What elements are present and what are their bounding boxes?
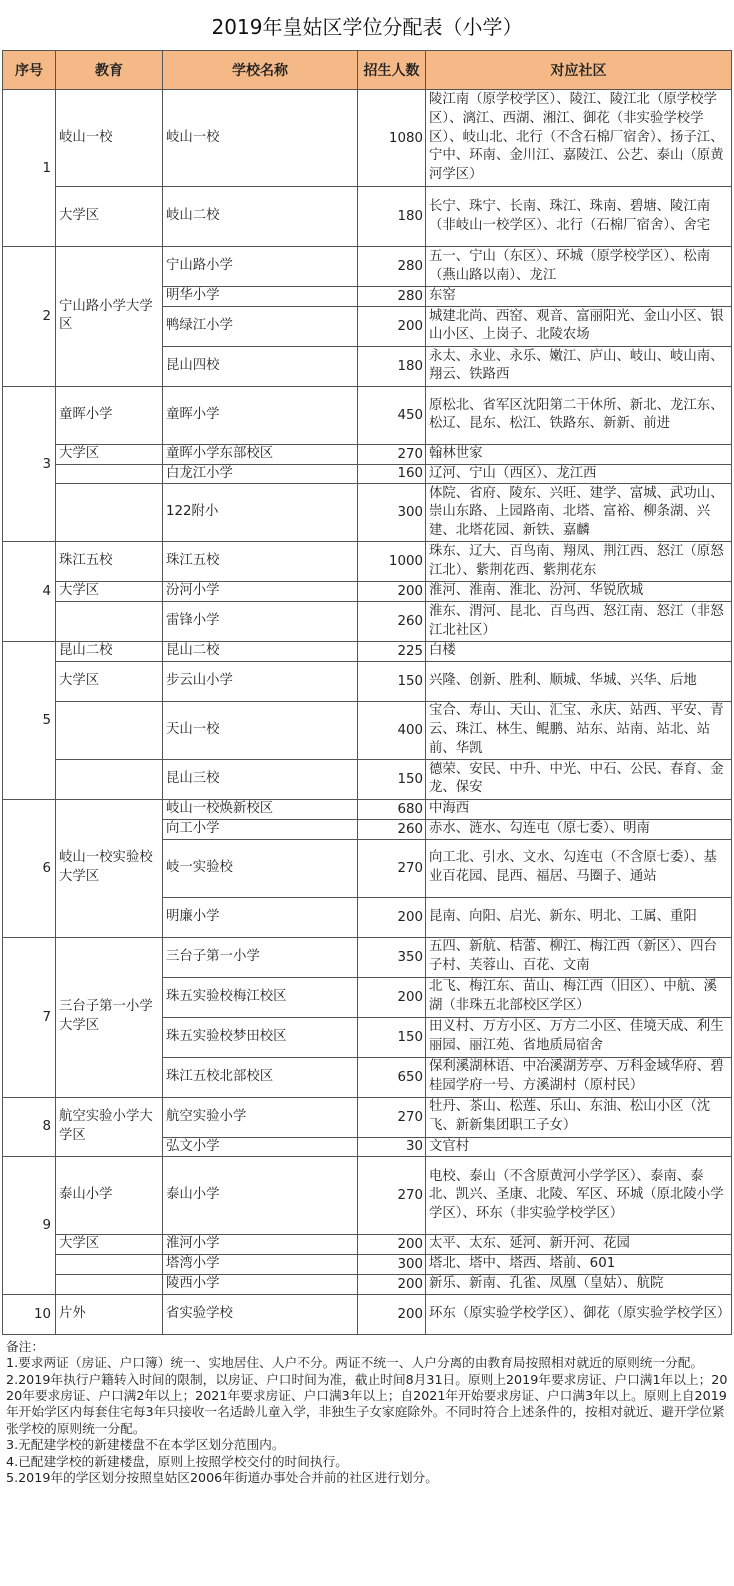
row-community: 陵江南（原学校学区）、陵江、陵江北（原学校学区）、漓江、西湖、湘江、御花（非实验学校学区）、岐山北、北行（不含石棉厂宿舍）、扬子江、宁中、环南、金川江、嘉陵江、公艺、泰山（原黄河学区） [426,90,732,187]
row-community: 辽河、宁山（西区）、龙江西 [426,464,732,484]
row-enrollment: 350 [358,937,426,977]
row-community: 城建北尚、西窑、观音、富丽阳光、金山小区、银山小区、上岗子、北陵农场 [426,306,732,346]
row-community: 白楼 [426,642,732,662]
row-school-name: 岐一实验校 [163,839,358,897]
row-seq: 6 [3,799,56,937]
row-enrollment: 280 [358,287,426,307]
row-education: 童晖小学 [56,386,163,444]
row-education [56,1274,163,1294]
row-community: 兴隆、创新、胜利、顺城、华城、兴华、后地 [426,661,732,701]
table-row [3,701,732,759]
table-row [3,464,732,484]
note-item: 5.2019年的学区划分按照皇姑区2006年街道办事处合并前的社区进行划分。 [6,1470,438,1486]
row-school-name: 航空实验小学 [163,1097,358,1137]
row-seq: 8 [3,1097,56,1157]
row-enrollment: 160 [358,464,426,484]
row-community: 淮河、淮南、淮北、汾河、华锐欣城 [426,582,732,602]
row-school-name: 珠五实验校梦田校区 [163,1017,358,1057]
row-school-name: 童晖小学东部校区 [163,444,358,464]
table-header-row [3,51,732,90]
row-community: 长宁、珠宁、长南、珠江、珠南、碧塘、陵江南（非岐山一校学区）、北行（石棉厂宿舍）、舍宅 [426,187,732,247]
row-school-name: 塔湾小学 [163,1255,358,1275]
row-enrollment: 270 [358,1157,426,1235]
table-row [3,1097,732,1137]
row-education: 大学区 [56,187,163,247]
row-community: 文官村 [426,1137,732,1157]
row-education [56,484,163,542]
row-seq: 9 [3,1157,56,1294]
row-community: 保利溪湖林语、中冶溪湖芳亭、万科金域华府、碧桂园学府一号、方溪湖村（原村民） [426,1057,732,1097]
row-seq: 1 [3,90,56,247]
row-school-name: 汾河小学 [163,582,358,602]
row-school-name: 三台子第一小学 [163,937,358,977]
row-school-name: 雷锋小学 [163,602,358,642]
row-school-name: 岐山二校 [163,187,358,247]
table-row [3,642,732,662]
row-enrollment: 300 [358,484,426,542]
row-community: 翰林世家 [426,444,732,464]
row-enrollment: 1080 [358,90,426,187]
row-enrollment: 200 [358,897,426,937]
header-seq: 序号 [3,51,56,90]
row-school-name: 昆山四校 [163,346,358,386]
row-enrollment: 150 [358,759,426,799]
row-seq: 7 [3,937,56,1097]
row-enrollment: 450 [358,386,426,444]
row-seq: 5 [3,642,56,800]
table-row [3,602,732,642]
row-school-name: 岐山一校 [163,90,358,187]
table-row [3,1274,732,1294]
table-row [3,90,732,187]
row-education: 岐山一校实验校大学区 [56,799,163,937]
table-row [3,386,732,444]
row-community: 昆南、向阳、启光、新东、明北、工属、重阳 [426,897,732,937]
row-community: 牡丹、茶山、松莲、乐山、东油、松山小区（沈飞、新新集团职工子女） [426,1097,732,1137]
row-enrollment: 400 [358,701,426,759]
row-seq: 10 [3,1294,56,1334]
row-school-name: 昆山二校 [163,642,358,662]
row-enrollment: 200 [358,1274,426,1294]
row-community: 赤水、涟水、勾连屯（原七委）、明南 [426,819,732,839]
row-community: 田义村、万方小区、万方二小区、佳境天成、利生丽园、丽江苑、省地质局宿舍 [426,1017,732,1057]
row-school-name: 陵西小学 [163,1274,358,1294]
row-enrollment: 200 [358,1235,426,1255]
row-community: 东窑 [426,287,732,307]
note-item: 3.无配建学校的新建楼盘不在本学区划分范围内。 [6,1437,285,1453]
row-school-name: 泰山小学 [163,1157,358,1235]
table-row [3,1255,732,1275]
row-community: 电校、泰山（不含原黄河小学学区）、泰南、泰北、凯兴、圣康、北陵、军区、环城（原北陵小学学区）、环东（非实验学校学区） [426,1157,732,1235]
row-education [56,602,163,642]
row-enrollment: 1000 [358,542,426,582]
row-seq: 3 [3,386,56,542]
row-enrollment: 180 [358,346,426,386]
row-school-name: 昆山三校 [163,759,358,799]
row-enrollment: 200 [358,1294,426,1334]
row-education: 航空实验小学大学区 [56,1097,163,1157]
header-community: 对应社区 [426,51,732,90]
row-enrollment: 200 [358,582,426,602]
row-enrollment: 150 [358,1017,426,1057]
row-education: 大学区 [56,582,163,602]
page [2,0,732,1486]
row-school-name: 珠江五校 [163,542,358,582]
row-school-name: 珠江五校北部校区 [163,1057,358,1097]
row-seq: 2 [3,247,56,387]
row-enrollment: 180 [358,187,426,247]
row-community: 塔北、塔中、塔西、塔前、601 [426,1255,732,1275]
row-enrollment: 200 [358,306,426,346]
row-school-name: 童晖小学 [163,386,358,444]
table-row [3,1235,732,1255]
row-school-name: 淮河小学 [163,1235,358,1255]
row-community: 体院、省府、陵东、兴旺、建学、富城、武功山、崇山东路、上园路南、北塔、富裕、柳条湖、兴建、北塔花园、新铁、嘉麟 [426,484,732,542]
row-school-name: 122附小 [163,484,358,542]
row-community: 永太、永业、永乐、嫩江、庐山、岐山、岐山南、翔云、铁路西 [426,346,732,386]
table-row [3,799,732,819]
row-enrollment: 150 [358,661,426,701]
row-community: 五四、新航、桔蕾、柳江、梅江西（新区）、四台子村、芙蓉山、百花、文南 [426,937,732,977]
row-school-name: 珠五实验校梅江校区 [163,977,358,1017]
row-community: 淮东、渭河、昆北、百鸟西、怒江南、怒江（非怒江北社区） [426,602,732,642]
row-enrollment: 200 [358,977,426,1017]
row-enrollment: 680 [358,799,426,819]
row-seq: 4 [3,542,56,642]
header-school-name: 学校名称 [163,51,358,90]
row-enrollment: 270 [358,1097,426,1137]
notes-heading: 备注： [6,1338,45,1354]
table-row [3,484,732,542]
row-enrollment: 260 [358,602,426,642]
row-school-name: 鸭绿江小学 [163,306,358,346]
row-education: 泰山小学 [56,1157,163,1235]
row-school-name: 向工小学 [163,819,358,839]
row-community: 中海西 [426,799,732,819]
row-school-name: 弘文小学 [163,1137,358,1157]
note-item: 2.2019年执行户籍转入时间的限制，以房证、户口时间为准，截止时间8月31日。原则上2019年要求房证、户口满1年以上；2020年要求房证、户口满2年以上；2021年要求房证、户口满3年以上；自2021年开始要求房证、户口满3年以上。原则上自2019年开始学区内每套住宅每3年只接收一名适龄儿童入学，非独生子女家庭除外。不同时符合上述条件的，按相对就近、避开学位紧张学校的原则统一分配。 [6,1371,728,1436]
table-body [3,90,732,1335]
row-community: 宝合、寿山、天山、汇宝、永庆、站西、平安、青云、珠江、林生、鲲鹏、站东、站南、站北、站前、华凯 [426,701,732,759]
row-community: 原松北、省军区沈阳第二干休所、新北、龙江东、松辽、昆东、松江、铁路东、新新、前进 [426,386,732,444]
table-row [3,661,732,701]
row-enrollment: 270 [358,839,426,897]
row-enrollment: 30 [358,1137,426,1157]
row-school-name: 明廉小学 [163,897,358,937]
row-community: 珠东、辽大、百鸟南、翔凤、荆江西、怒江（原怒江北）、紫荆花西、紫荆花东 [426,542,732,582]
table-row [3,542,732,582]
header-enrollment: 招生人数 [358,51,426,90]
row-enrollment: 280 [358,247,426,287]
row-education: 大学区 [56,1235,163,1255]
table-row [3,444,732,464]
row-community: 新乐、新南、孔雀、凤凰（皇姑）、航院 [426,1274,732,1294]
header-education: 教育 [56,51,163,90]
row-education: 珠江五校 [56,542,163,582]
row-education [56,759,163,799]
row-education [56,701,163,759]
row-community: 太平、太东、延河、新开河、花园 [426,1235,732,1255]
row-school-name: 明华小学 [163,287,358,307]
row-education: 大学区 [56,444,163,464]
row-education: 昆山二校 [56,642,163,662]
row-school-name: 白龙江小学 [163,464,358,484]
table-row [3,187,732,247]
row-school-name: 宁山路小学 [163,247,358,287]
row-school-name: 天山一校 [163,701,358,759]
table-row [3,1157,732,1235]
row-enrollment: 650 [358,1057,426,1097]
table-row [3,582,732,602]
row-education [56,464,163,484]
table-row [3,937,732,977]
row-community: 向工北、引水、文水、勾连屯（不含原七委）、基业百花园、昆西、福居、马圈子、通站 [426,839,732,897]
row-community: 五一、宁山（东区）、环城（原学校学区）、松南（燕山路以南）、龙江 [426,247,732,287]
row-school-name: 步云山小学 [163,661,358,701]
row-enrollment: 225 [358,642,426,662]
row-education [56,1255,163,1275]
row-education: 大学区 [56,661,163,701]
row-school-name: 省实验学校 [163,1294,358,1334]
row-enrollment: 300 [358,1255,426,1275]
allocation-table [2,50,732,1335]
note-item: 4.已配建学校的新建楼盘，原则上按照学校交付的时间执行。 [6,1453,348,1469]
notes-section [2,1335,732,1487]
row-school-name: 岐山一校焕新校区 [163,799,358,819]
table-row [3,759,732,799]
row-education: 岐山一校 [56,90,163,187]
row-community: 德荣、安民、中升、中光、中石、公民、春育、金龙、保安 [426,759,732,799]
row-enrollment: 260 [358,819,426,839]
row-enrollment: 270 [358,444,426,464]
note-item: 1.要求两证（房证、户口簿）统一、实地居住、人户不分。两证不统一、人户分离的由教育局按照相对就近的原则统一分配。 [6,1355,704,1371]
table-row [3,1294,732,1334]
row-education: 三台子第一小学大学区 [56,937,163,1097]
table-row [3,247,732,287]
page-title: 2019年皇姑区学位分配表（小学） [211,15,523,39]
row-education: 片外 [56,1294,163,1334]
row-community: 北飞、梅江东、苗山、梅江西（旧区）、中航、溪湖（非珠五北部校区学区） [426,977,732,1017]
row-community: 环东（原实验学校学区）、御花（原实验学校学区） [426,1294,732,1334]
row-education: 宁山路小学大学区 [56,247,163,387]
